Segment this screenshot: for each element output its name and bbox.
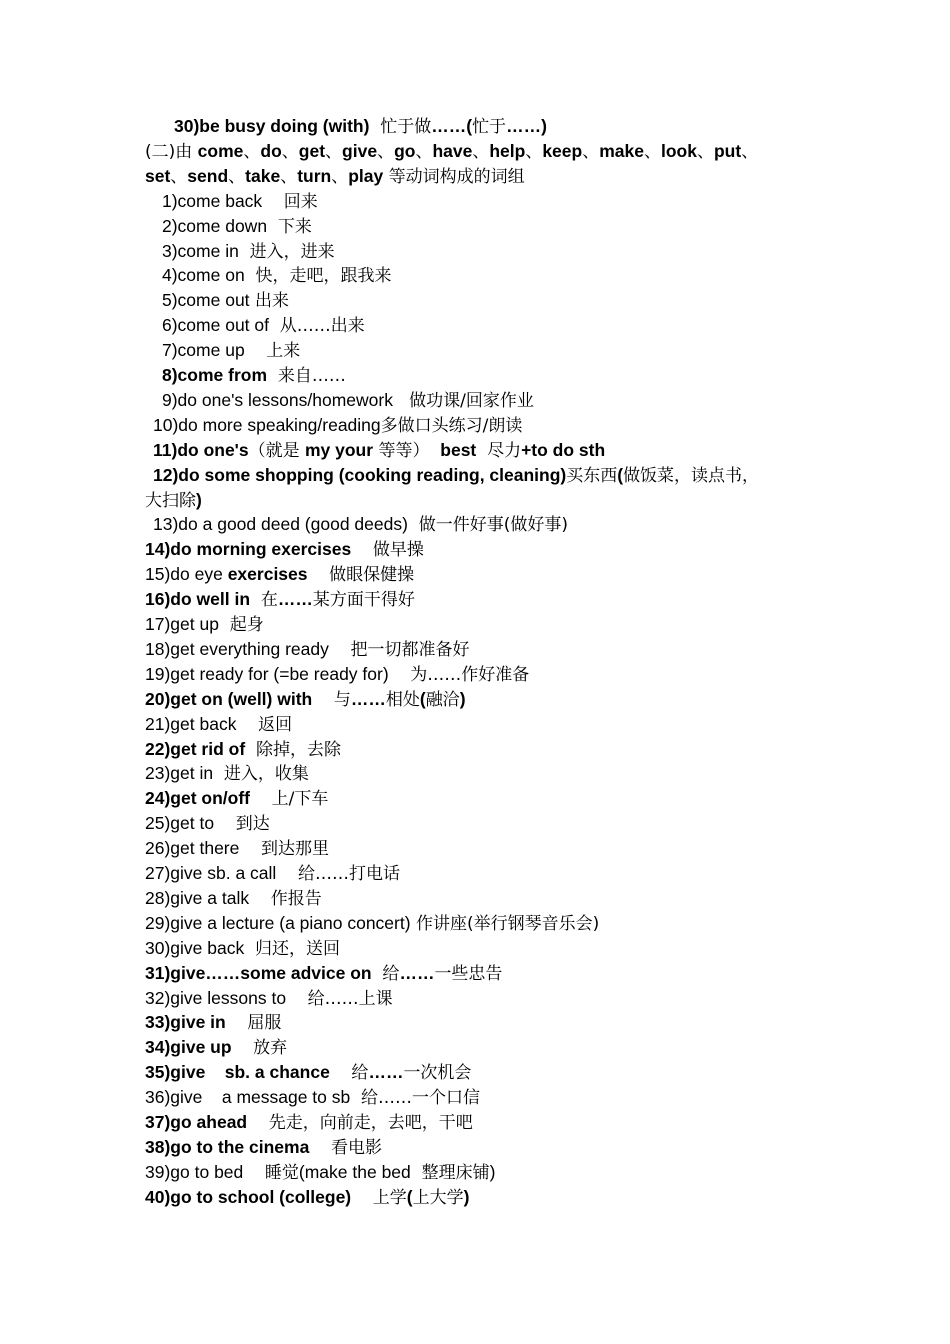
english-text: 22)get rid of bbox=[145, 738, 246, 759]
english-text: 38)go to the cinema bbox=[145, 1136, 310, 1157]
english-text: go bbox=[394, 140, 416, 161]
chinese-text: 买东西 bbox=[566, 465, 618, 486]
chinese-text: 上/下车 bbox=[250, 789, 329, 810]
english-text: 33)give in bbox=[145, 1012, 226, 1033]
chinese-text: 给……上课 bbox=[286, 988, 393, 1009]
phrase-39 bbox=[145, 1160, 495, 1186]
chinese-text: 尽力 bbox=[476, 440, 522, 461]
chinese-text: 返回 bbox=[236, 714, 293, 735]
english-text: ( bbox=[617, 464, 624, 485]
chinese-text: 做一件好事(做好事) bbox=[407, 515, 569, 536]
chinese-text: 、 bbox=[525, 141, 543, 162]
english-text: 39)go to bed bbox=[145, 1161, 244, 1182]
phrase-7 bbox=[162, 338, 300, 364]
chinese-text: 把一切都准备好 bbox=[328, 639, 470, 660]
chinese-text: 、 bbox=[243, 141, 261, 162]
phrase-4 bbox=[162, 263, 392, 289]
english-text: ……) bbox=[506, 116, 547, 136]
english-text: give bbox=[342, 140, 378, 161]
english-text: 31)give……some advice on bbox=[145, 962, 372, 983]
english-text: turn bbox=[297, 165, 332, 186]
chinese-text: 、 bbox=[377, 141, 395, 162]
chinese-text: 看电影 bbox=[309, 1137, 382, 1158]
chinese-text: （就是 bbox=[248, 440, 305, 461]
chinese-text: 相处 bbox=[385, 689, 420, 710]
english-text: have bbox=[432, 140, 473, 161]
chinese-text: (二)由 bbox=[145, 141, 198, 162]
english-text: 6)come out of bbox=[162, 315, 269, 336]
section-heading-cont bbox=[145, 164, 525, 190]
phrase-11 bbox=[153, 438, 605, 464]
english-text: 11)do one's bbox=[153, 439, 249, 460]
chinese-text: 睡觉 bbox=[243, 1162, 299, 1183]
english-text: 34)give up bbox=[145, 1037, 232, 1058]
english-text: …… bbox=[277, 589, 313, 610]
english-text: take bbox=[245, 165, 281, 186]
english-text: get bbox=[298, 140, 326, 161]
phrase-14 bbox=[145, 537, 424, 563]
phrase-21 bbox=[145, 712, 292, 738]
english-text: 30)give back bbox=[145, 937, 245, 958]
english-text: exercises bbox=[227, 564, 308, 585]
english-text: 5)come out bbox=[162, 290, 250, 311]
english-text: 40)go to school (college) bbox=[145, 1186, 352, 1207]
english-text: play bbox=[348, 165, 384, 186]
english-text: 3)come in bbox=[162, 240, 239, 261]
english-text: 36)give a message to sb bbox=[145, 1087, 351, 1108]
phrase-29 bbox=[145, 911, 599, 937]
english-text: do bbox=[260, 140, 282, 161]
chinese-text: 忙于做 bbox=[369, 117, 432, 137]
english-text: set bbox=[145, 165, 171, 186]
phrase-8 bbox=[162, 363, 346, 389]
english-text: 35)give sb. a chance bbox=[145, 1062, 330, 1083]
chinese-text: 回来 bbox=[262, 191, 318, 212]
english-text: look bbox=[660, 140, 697, 161]
phrase-3 bbox=[162, 239, 335, 265]
chinese-text: 出来 bbox=[249, 291, 289, 312]
phrase-23 bbox=[145, 761, 309, 787]
phrase-28 bbox=[145, 886, 322, 912]
phrase-6 bbox=[162, 313, 365, 339]
phrase-12-cont bbox=[145, 488, 202, 514]
chinese-text: 忙于 bbox=[472, 117, 507, 137]
chinese-text: 起身 bbox=[218, 615, 264, 635]
chinese-text: 整理床铺 bbox=[410, 1162, 490, 1183]
chinese-text: 做早操 bbox=[351, 540, 424, 561]
english-text: 10)do more speaking/reading bbox=[153, 414, 381, 435]
phrase-31 bbox=[145, 961, 502, 987]
chinese-text: 屈服 bbox=[225, 1013, 282, 1034]
chinese-text: 除掉，去除 bbox=[245, 739, 341, 760]
phrase-37 bbox=[145, 1110, 473, 1136]
chinese-text: 快，走吧，跟我来 bbox=[244, 266, 392, 287]
chinese-text: 大扫除 bbox=[145, 490, 196, 511]
english-text: 2)come down bbox=[162, 215, 268, 236]
english-text: ) bbox=[196, 489, 202, 510]
chinese-text: 给 bbox=[371, 963, 400, 984]
chinese-text: 作讲座(举行钢琴音乐会) bbox=[410, 913, 600, 934]
english-text: …… bbox=[399, 962, 435, 983]
english-text: put bbox=[713, 140, 742, 161]
chinese-text: 一些忠告 bbox=[434, 963, 503, 984]
chinese-text: 给……打电话 bbox=[276, 864, 400, 884]
chinese-text: 、 bbox=[696, 141, 714, 162]
english-text: 13)do a good deed (good deeds) bbox=[153, 514, 408, 535]
phrase-32 bbox=[145, 986, 393, 1012]
chinese-text: 到达 bbox=[214, 814, 270, 835]
phrase-1 bbox=[162, 189, 318, 215]
english-text: 15)do eye bbox=[145, 564, 228, 585]
chinese-text: 下来 bbox=[267, 216, 312, 237]
english-text: 26)get there bbox=[145, 838, 240, 859]
chinese-text: 融洽 bbox=[425, 689, 460, 710]
english-text: 27)give sb. a call bbox=[145, 863, 277, 883]
chinese-text: 作报告 bbox=[249, 888, 322, 909]
phrase-35 bbox=[145, 1060, 471, 1086]
phrase-30-be-busy-doing bbox=[174, 114, 547, 140]
english-text: (make the bed bbox=[298, 1161, 411, 1182]
chinese-text: 、 bbox=[325, 141, 343, 162]
chinese-text: 给 bbox=[329, 1063, 369, 1084]
english-text: 12)do some shopping (cooking reading, cleaning) bbox=[153, 464, 567, 485]
english-text: send bbox=[187, 165, 229, 186]
english-text: ) bbox=[463, 1186, 470, 1207]
english-text: 7)come up bbox=[162, 340, 245, 361]
english-text: 23)get in bbox=[145, 763, 214, 784]
chinese-text: 做饭菜，读点书， bbox=[623, 465, 760, 486]
chinese-text: 放弃 bbox=[231, 1038, 288, 1059]
chinese-text: 上大学 bbox=[412, 1187, 464, 1208]
english-text: help bbox=[489, 140, 526, 161]
english-text: 24)get on/off bbox=[145, 788, 250, 809]
english-text: 32)give lessons to bbox=[145, 987, 287, 1008]
chinese-text: 某方面干得好 bbox=[312, 590, 415, 611]
phrase-17 bbox=[145, 612, 264, 638]
phrase-25 bbox=[145, 811, 270, 837]
phrase-27 bbox=[145, 861, 400, 887]
chinese-text: 、 bbox=[415, 141, 433, 162]
english-text: 8)come from bbox=[162, 365, 268, 385]
english-text: 37)go ahead bbox=[145, 1112, 248, 1132]
phrase-15 bbox=[145, 562, 414, 588]
chinese-text: 做眼保健操 bbox=[307, 565, 415, 586]
chinese-text: 来自…… bbox=[267, 366, 346, 386]
phrase-19 bbox=[145, 662, 529, 688]
english-text: +to do sth bbox=[521, 439, 606, 460]
chinese-text: 、 bbox=[643, 141, 661, 162]
english-text: 29)give a lecture (a piano concert) bbox=[145, 912, 411, 933]
english-text: come bbox=[197, 140, 244, 161]
english-text: ( bbox=[406, 1186, 413, 1207]
phrase-40 bbox=[145, 1185, 469, 1211]
english-text: 30)be busy doing (with) bbox=[174, 116, 370, 136]
phrase-20 bbox=[145, 687, 466, 713]
chinese-text: 上来 bbox=[244, 341, 301, 362]
english-text: …… bbox=[368, 1062, 404, 1083]
chinese-text: 进入，收集 bbox=[213, 764, 309, 785]
english-text: ……( bbox=[431, 116, 473, 136]
phrase-10 bbox=[153, 413, 522, 439]
chinese-text: 、 bbox=[741, 141, 759, 162]
chinese-text: 归还，送回 bbox=[244, 938, 341, 959]
english-text: 25)get to bbox=[145, 813, 215, 834]
english-text: 16)do well in bbox=[145, 589, 251, 610]
english-text: 4)come on bbox=[162, 265, 245, 286]
english-text: my your bbox=[304, 439, 374, 460]
phrase-18 bbox=[145, 637, 470, 663]
english-text: …… bbox=[350, 688, 386, 709]
chinese-text: 等动词构成的词组 bbox=[383, 166, 525, 187]
chinese-text: 从……出来 bbox=[269, 316, 365, 337]
english-text: 9)do one's lessons/homework bbox=[162, 389, 393, 410]
section-heading bbox=[145, 139, 758, 165]
phrase-38 bbox=[145, 1135, 382, 1161]
phrase-12 bbox=[153, 463, 759, 489]
english-text: 28)give a talk bbox=[145, 887, 250, 908]
chinese-text: 先走，向前走，去吧，干吧 bbox=[247, 1113, 473, 1133]
phrase-13 bbox=[153, 512, 568, 538]
english-text: 17)get up bbox=[145, 614, 219, 634]
phrase-36 bbox=[145, 1085, 480, 1111]
phrase-34 bbox=[145, 1035, 287, 1061]
phrase-2 bbox=[162, 214, 312, 240]
chinese-text: 做功课/回家作业 bbox=[392, 390, 534, 411]
english-text: ) bbox=[489, 1161, 496, 1182]
chinese-text: 一次机会 bbox=[403, 1063, 472, 1084]
chinese-text: 、 bbox=[228, 166, 246, 187]
phrase-5 bbox=[162, 288, 289, 314]
chinese-text: 进入，进来 bbox=[238, 241, 335, 262]
phrase-24 bbox=[145, 786, 328, 812]
chinese-text: 、 bbox=[331, 166, 349, 187]
phrase-30 bbox=[145, 936, 340, 962]
chinese-text: 、 bbox=[280, 166, 298, 187]
english-text: 19)get ready for (=be ready for) bbox=[145, 663, 389, 684]
chinese-text: 与 bbox=[312, 689, 351, 710]
phrase-26 bbox=[145, 836, 329, 862]
chinese-text: 、 bbox=[281, 141, 299, 162]
phrase-22 bbox=[145, 737, 341, 763]
chinese-text: 在 bbox=[250, 590, 278, 611]
english-text: ( bbox=[419, 688, 426, 709]
chinese-text: 上学 bbox=[351, 1187, 407, 1208]
english-text: make bbox=[599, 140, 644, 161]
phrase-9 bbox=[162, 388, 534, 414]
english-text: ) bbox=[459, 688, 466, 709]
chinese-text: 、 bbox=[582, 141, 600, 162]
english-text: 20)get on (well) with bbox=[145, 688, 313, 709]
english-text: 18)get everything ready bbox=[145, 638, 329, 659]
chinese-text: 到达那里 bbox=[239, 839, 329, 860]
chinese-text: 、 bbox=[170, 166, 188, 187]
phrase-16 bbox=[145, 587, 415, 613]
english-text: keep bbox=[542, 140, 583, 161]
chinese-text: 给……一个口信 bbox=[350, 1088, 481, 1109]
english-text: 14)do morning exercises bbox=[145, 539, 352, 560]
phrase-33 bbox=[145, 1010, 281, 1036]
english-text: 21)get back bbox=[145, 713, 237, 734]
chinese-text: 等等） bbox=[373, 440, 441, 461]
english-text: best bbox=[440, 439, 477, 460]
chinese-text: 、 bbox=[472, 141, 490, 162]
chinese-text: 多做口头练习/朗读 bbox=[380, 415, 523, 436]
chinese-text: 为……作好准备 bbox=[388, 664, 530, 685]
english-text: 1)come back bbox=[162, 190, 263, 211]
